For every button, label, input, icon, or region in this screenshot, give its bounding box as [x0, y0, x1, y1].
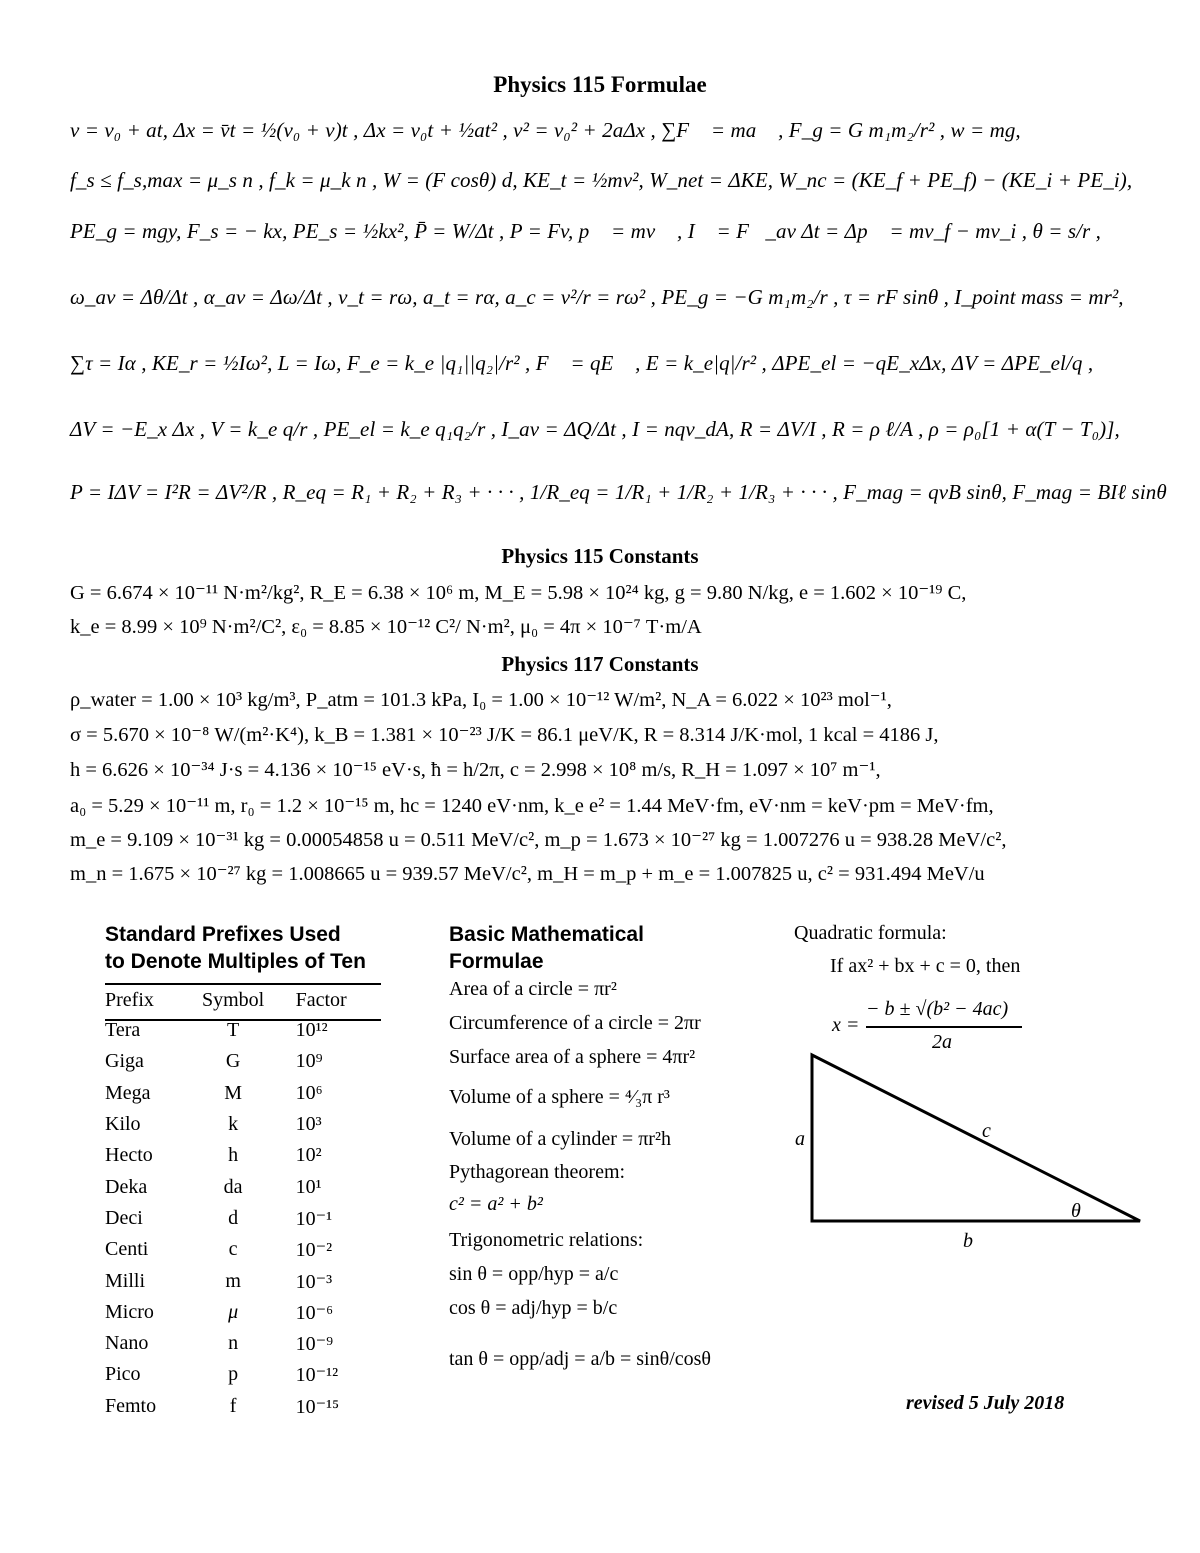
table-row	[105, 1140, 383, 1171]
table-row	[105, 1359, 383, 1390]
math-line-circle-area: Area of a circle = πr²	[449, 978, 617, 1000]
table-row	[105, 1015, 383, 1046]
constants-117-line-2: σ = 5.670 × 10⁻⁸ W/(m²·K⁴), k_B = 1.381 × 10⁻²³ J/K = 86.1 μeV/K, R = 8.314 J/K·mol, 1 kcal = 4186 J,	[70, 724, 939, 746]
symbol-cell: m	[225, 1269, 241, 1292]
constants-117-line-4: a₀ = 5.29 × 10⁻¹¹ m, r₀ = 1.2 × 10⁻¹⁵ m, hc = 1240 eV·nm, k_e e² = 1.44 MeV·fm, eV·nm = keV·pm = MeV·fm,	[70, 795, 994, 817]
factor-cell: 10⁻³	[295, 1270, 333, 1293]
math-heading-line-1: Basic Mathematical	[449, 923, 644, 946]
triangle-shape	[812, 1055, 1140, 1221]
prefix-table-header	[105, 985, 383, 1015]
factor-cell: 10¹	[295, 1175, 322, 1198]
constants-115-title: Physics 115 Constants	[501, 544, 699, 568]
factor-cell: 10⁶	[295, 1081, 323, 1104]
factor-cell: 10⁻⁹	[295, 1333, 334, 1356]
formula-line-1: v = v₀ + at, Δx = v̄t = ½(v₀ + v)t , Δx = v₀t + ½at² , v² = v₀² + 2aΔx , ∑F⃗ = ma⃗ , F_g = G m₁m₂/r² , w = mg,	[70, 118, 1021, 142]
symbol-cell: G	[225, 1050, 241, 1073]
prefixes-heading-line-2: to Denote Multiples of Ten	[105, 950, 366, 973]
table-row	[105, 1391, 383, 1422]
quadratic-label: Quadratic formula:	[794, 922, 947, 944]
prefix-cell: Nano	[105, 1332, 149, 1355]
math-line-sphere-area: Surface area of a sphere = 4πr²	[449, 1046, 696, 1068]
quadratic-condition: If ax² + bx + c = 0, then	[830, 955, 1021, 977]
math-line-sphere-volume: Volume of a sphere = ⁴⁄₃π r³	[449, 1086, 670, 1108]
prefix-cell: Mega	[105, 1081, 151, 1104]
prefix-cell: Kilo	[105, 1113, 141, 1136]
prefix-table	[105, 985, 383, 1422]
prefix-cell: Deci	[105, 1206, 143, 1229]
factor-cell: 10⁻²	[295, 1239, 333, 1262]
table-row	[105, 1078, 383, 1109]
factor-cell: 10⁻¹⁵	[295, 1395, 340, 1418]
prefix-cell: Pico	[105, 1363, 141, 1386]
table-row	[105, 1203, 383, 1234]
symbol-cell: da	[223, 1175, 243, 1198]
symbol-cell: T	[226, 1019, 240, 1042]
quadratic-numerator: − b ± √(b² − 4ac)	[866, 998, 1009, 1020]
formula-line-6: ΔV = −E_x Δx , V = k_e q/r , PE_el = k_e q₁q₂/r , I_av = ΔQ/Δt , I = nqv_dA, R = ΔV/I , R = ρ ℓ/A , ρ = ρ₀[1 + α(T − T₀)],	[70, 417, 1120, 441]
prefix-cell: Centi	[105, 1238, 149, 1261]
symbol-cell: n	[228, 1332, 239, 1355]
factor-cell: 10⁻¹	[295, 1207, 333, 1230]
right-triangle-diagram	[790, 1045, 1150, 1255]
factor-cell: 10⁻¹²	[295, 1364, 339, 1387]
table-row	[105, 1109, 383, 1140]
math-heading-line-2: Formulae	[449, 950, 544, 973]
page-title: Physics 115 Formulae	[493, 72, 707, 97]
table-row	[105, 1265, 383, 1296]
math-line-cylinder-volume: Volume of a cylinder = πr²h	[449, 1128, 671, 1150]
prefix-cell: Femto	[105, 1394, 157, 1417]
factor-cell: 10²	[295, 1144, 322, 1167]
triangle-side-c: c	[982, 1120, 991, 1142]
formula-line-4: ω_av = Δθ/Δt , α_av = Δω/Δt , v_t = rω, a_t = rα, a_c = v²/r = rω² , PE_g = −G m₁m₂/r , τ = rF sinθ , I_point mass = mr²,	[70, 285, 1124, 309]
prefix-cell: Tera	[105, 1019, 141, 1042]
constants-117-line-3: h = 6.626 × 10⁻³⁴ J·s = 4.136 × 10⁻¹⁵ eV·s, ħ = h/2π, c = 2.998 × 10⁸ m/s, R_H = 1.097 × 10⁷ m⁻¹,	[70, 759, 881, 781]
constants-117-line-1: ρ_water = 1.00 × 10³ kg/m³, P_atm = 101.3 kPa, I₀ = 1.00 × 10⁻¹² W/m², N_A = 6.022 × 10²³ mol⁻¹,	[70, 689, 892, 711]
symbol-cell: h	[228, 1144, 239, 1167]
constants-115-line-1: G = 6.674 × 10⁻¹¹ N·m²/kg², R_E = 6.38 × 10⁶ m, M_E = 5.98 × 10²⁴ kg, g = 9.80 N/kg, e = 1.602 × 10⁻¹⁹ C,	[70, 582, 967, 604]
quadratic-fraction-bar	[866, 1026, 1022, 1028]
table-row	[105, 1297, 383, 1328]
symbol-cell: μ	[228, 1300, 239, 1323]
table-row	[105, 1234, 383, 1265]
factor-cell: 10⁻⁶	[295, 1301, 334, 1324]
prefixes-heading-line-1: Standard Prefixes Used	[105, 923, 341, 946]
quadratic-lhs: x =	[832, 1014, 860, 1036]
prefix-cell: Hecto	[105, 1144, 153, 1167]
math-line-sin: sin θ = opp/hyp = a/c	[449, 1263, 619, 1285]
col-prefix: Prefix	[105, 988, 154, 1011]
constants-117-title: Physics 117 Constants	[501, 652, 699, 676]
col-symbol: Symbol	[201, 988, 265, 1011]
formula-line-2: f_s ≤ f_s,max = μ_s n , f_k = μ_k n , W = (F cosθ) d, KE_t = ½mv², W_net = ΔKE, W_nc = (KE_f + PE_f) − (KE_i + PE_i),	[70, 168, 1133, 192]
formula-line-7: P = IΔV = I²R = ΔV²/R , R_eq = R₁ + R₂ + R₃ + · · · , 1/R_eq = 1/R₁ + 1/R₂ + 1/R₃ + · · · , F_mag = qvB sinθ, F_mag = BIℓ sinθ	[70, 480, 1167, 504]
formula-line-3: PE_g = mgy, F_s = − kx, PE_s = ½kx², P̄ = W/Δt , P = Fv, p⃗ = mv⃗ , I⃗ = F⃗_av Δt = Δp⃗ = mv_f − mv_i , θ = s/r ,	[70, 219, 1102, 243]
factor-cell: 10¹²	[295, 1019, 328, 1042]
math-heading	[449, 921, 644, 975]
table-row	[105, 1171, 383, 1202]
table-row	[105, 1328, 383, 1359]
triangle-side-b: b	[963, 1230, 973, 1252]
formula-line-5: ∑τ = Iα , KE_r = ½Iω², L = Iω, F_e = k_e |q₁||q₂|/r² , F⃗ = qE⃗ , E = k_e|q|/r² , ΔPE_el = −qE_xΔx, ΔV = ΔPE_el/q ,	[70, 351, 1094, 375]
quadratic-denominator: 2a	[932, 1031, 952, 1053]
symbol-cell: f	[229, 1394, 237, 1417]
math-line-pythagorean: c² = a² + b²	[449, 1193, 543, 1215]
symbol-cell: d	[228, 1206, 239, 1229]
prefix-cell: Micro	[105, 1300, 154, 1323]
math-line-tan: tan θ = opp/adj = a/b = sinθ/cosθ	[449, 1348, 711, 1370]
math-line-cos: cos θ = adj/hyp = b/c	[449, 1297, 618, 1319]
prefix-cell: Milli	[105, 1269, 146, 1292]
symbol-cell: k	[228, 1113, 239, 1136]
table-row	[105, 1046, 383, 1077]
symbol-cell: c	[228, 1238, 238, 1261]
symbol-cell: M	[224, 1081, 242, 1104]
triangle-side-a: a	[795, 1128, 805, 1150]
prefixes-heading	[105, 921, 366, 975]
math-line-pythagorean-label: Pythagorean theorem:	[449, 1161, 626, 1183]
math-line-trig-label: Trigonometric relations:	[449, 1229, 644, 1251]
constants-117-line-6: m_n = 1.675 × 10⁻²⁷ kg = 1.008665 u = 939.57 MeV/c², m_H = m_p + m_e = 1.007825 u, c² = 931.494 MeV/u	[70, 863, 985, 885]
col-factor: Factor	[295, 988, 347, 1011]
constants-115-line-2: k_e = 8.99 × 10⁹ N·m²/C², ε₀ = 8.85 × 10⁻¹² C²/ N·m², μ₀ = 4π × 10⁻⁷ T·m/A	[70, 616, 702, 638]
factor-cell: 10³	[295, 1113, 322, 1136]
prefix-cell: Deka	[105, 1175, 148, 1198]
factor-cell: 10⁹	[295, 1050, 323, 1073]
constants-117-line-5: m_e = 9.109 × 10⁻³¹ kg = 0.00054858 u = 0.511 MeV/c², m_p = 1.673 × 10⁻²⁷ kg = 1.007276 u = 938.28 MeV/c²,	[70, 829, 1007, 851]
prefix-cell: Giga	[105, 1050, 144, 1073]
revised-date: revised 5 July 2018	[906, 1392, 1065, 1414]
symbol-cell: p	[228, 1363, 239, 1386]
triangle-angle-theta: θ	[1071, 1200, 1081, 1222]
math-line-circumference: Circumference of a circle = 2πr	[449, 1012, 701, 1034]
